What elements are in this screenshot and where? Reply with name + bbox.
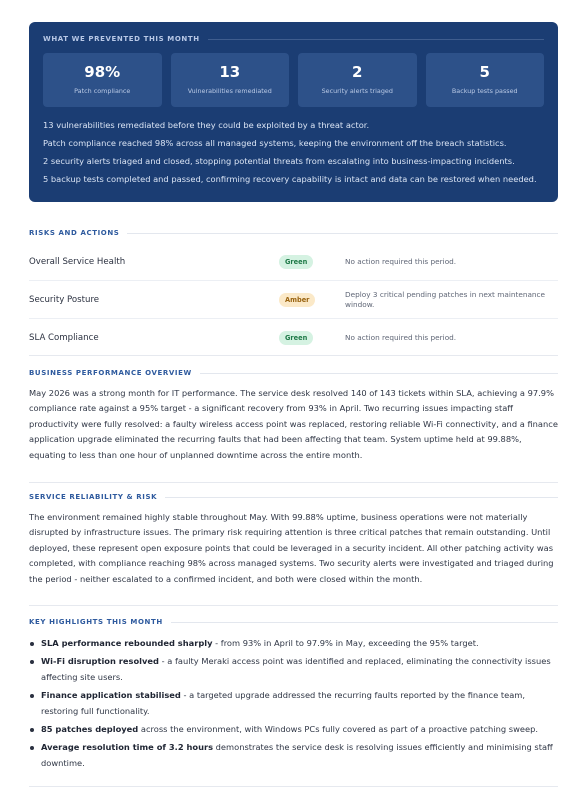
section-divider	[29, 605, 558, 606]
business-text: May 2026 was a strong month for IT performance. The service desk resolved 140 of 143 tickets within SLA, achieving a 97.9% compliance rate against a 95% target - a significant recovery from 93% in April. Two recurring issues impacting staff productivity were fully resolved: a faulty wireless access point was replaced, restoring reliable Wi-Fi connectivity, and a finance application upgrade eliminated the recurring faults that had been affecting that team. System uptime held at 99.88%, equating to less than one hour of unplanned downtime across the entire month.	[29, 388, 558, 460]
section-divider	[29, 786, 558, 787]
highlight-text: across the environment, with Windows PCs fully covered as part of a proactive patching sweep.	[138, 724, 538, 735]
highlight-title: 85 patches deployed	[41, 724, 139, 735]
prevented-summary	[43, 119, 544, 185]
heading-rule	[171, 622, 558, 623]
section-divider	[29, 355, 558, 356]
prevented-line: 13 vulnerabilities remediated before they could be exploited by a threat actor.	[43, 120, 370, 130]
risk-action: No action required this period.	[345, 256, 457, 266]
stat-card-security-alerts	[298, 53, 417, 107]
highlights-header	[29, 618, 558, 626]
risks-section	[29, 229, 558, 356]
stat-card-backup-tests	[426, 53, 545, 107]
list-item	[29, 688, 558, 719]
stat-label: Vulnerabilities remediated	[187, 87, 272, 95]
reliability-text: The environment remained highly stable throughout May. With 99.88% uptime, business operations were not materially disrupted by infrastructure issues. The primary risk requiring attention is three critical patches that remain outstanding. Until deployed, these represent open exposure points that could be leveraged in a security incident. All other patching activity was completed, with compliance reaching 98% across managed systems. Two security alerts were investigated and triaged during the period - neither escalated to a confirmed incident, and both were closed within the month.	[29, 512, 554, 584]
status-badge: Green	[279, 331, 313, 345]
reliability-header	[29, 493, 558, 501]
highlights-section	[29, 618, 558, 774]
highlight-title: Finance application stabilised	[41, 690, 181, 701]
section-divider	[29, 482, 558, 483]
stat-value: 2	[352, 63, 363, 81]
heading-rule	[165, 497, 558, 498]
bullet-icon	[30, 728, 34, 732]
risks-table	[29, 243, 558, 356]
stat-value: 5	[479, 63, 490, 81]
business-heading: BUSINESS PERFORMANCE OVERVIEW	[29, 369, 192, 377]
reliability-heading: SERVICE RELIABILITY & RISK	[29, 493, 158, 501]
highlight-text: demonstrates the service desk is resolving issues efficiently and minimising staff downtime.	[41, 742, 553, 768]
highlight-text: - from 93% in April to 97.9% in May, exceeding the 95% target.	[212, 638, 479, 648]
highlights-heading: KEY HIGHLIGHTS THIS MONTH	[29, 618, 163, 626]
highlight-title: Wi-Fi disruption resolved	[41, 656, 159, 667]
reliability-section	[29, 493, 558, 587]
risk-name: Security Posture	[29, 294, 100, 305]
stat-label: Backup tests passed	[451, 87, 518, 95]
risks-heading: RISKS AND ACTIONS	[29, 229, 120, 237]
list-item	[29, 654, 558, 685]
risk-action: No action required this period.	[345, 332, 457, 342]
highlight-title: SLA performance rebounded sharply	[41, 638, 213, 648]
highlight-text: - a faulty Meraki access point was identified and replaced, eliminating the connectivity issues affecting site users.	[41, 656, 551, 682]
prevented-header	[43, 35, 544, 43]
risk-name: SLA Compliance	[29, 332, 99, 343]
stats-row	[43, 53, 544, 107]
risk-row	[29, 319, 558, 356]
prevented-line: 5 backup tests completed and passed, confirming recovery capability is intact and data can be restored when needed.	[43, 174, 537, 184]
status-badge: Green	[279, 255, 313, 269]
prevented-line: 2 security alerts triaged and closed, stopping potential threats from escalating into business-impacting incidents.	[43, 156, 515, 166]
highlight-text: - a targeted upgrade addressed the recurring faults reported by the finance team, restoring full functionality.	[41, 690, 525, 716]
risk-name: Overall Service Health	[29, 256, 126, 267]
bullet-icon	[30, 746, 34, 750]
prevented-panel	[29, 22, 558, 202]
stat-card-patch-compliance	[43, 53, 162, 107]
prevented-heading: WHAT WE PREVENTED THIS MONTH	[43, 35, 200, 43]
stat-label: Security alerts triaged	[321, 87, 393, 95]
risk-row	[29, 281, 558, 319]
business-section	[29, 369, 558, 463]
stat-value: 13	[219, 63, 241, 81]
list-item	[29, 722, 558, 737]
highlights-list	[29, 636, 558, 771]
bullet-icon	[30, 642, 34, 646]
stat-label: Patch compliance	[74, 87, 131, 95]
risks-header	[29, 229, 558, 237]
business-header	[29, 369, 558, 377]
list-item	[29, 636, 558, 651]
prevented-line: Patch compliance reached 98% across all managed systems, keeping the environment off the breach statistics.	[43, 138, 507, 148]
risk-action: Deploy 3 critical pending patches in next maintenance window.	[345, 289, 546, 309]
bullet-icon	[30, 660, 34, 664]
status-badge: Amber	[279, 293, 315, 307]
heading-rule	[208, 39, 544, 40]
stat-value: 98%	[84, 63, 121, 81]
risk-row	[29, 243, 558, 281]
bullet-icon	[30, 694, 34, 698]
heading-rule	[200, 373, 558, 374]
heading-rule	[127, 233, 558, 234]
list-item	[29, 740, 558, 771]
stat-card-vulnerabilities	[171, 53, 290, 107]
highlight-title: Average resolution time of 3.2 hours	[41, 742, 214, 753]
